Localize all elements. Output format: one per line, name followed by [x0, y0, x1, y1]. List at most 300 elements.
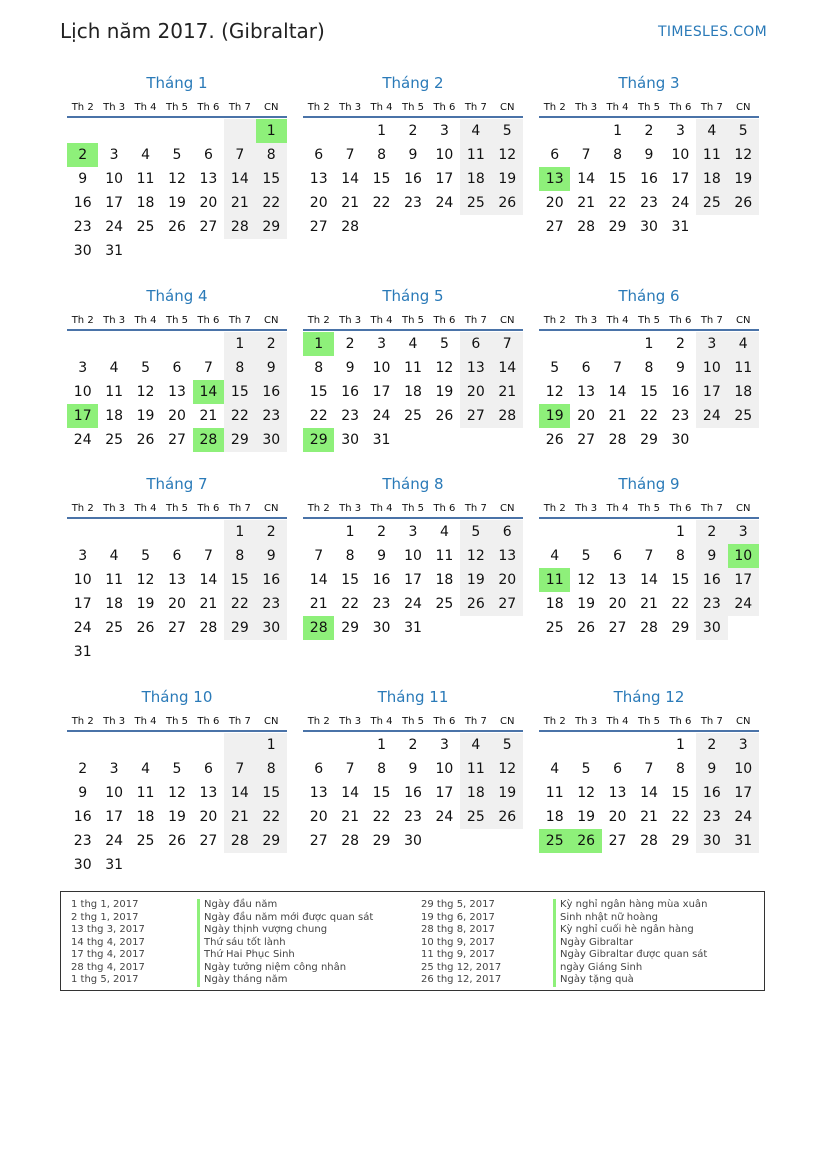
- day-cell: 5: [550, 360, 560, 376]
- weekday-label: Th 5: [637, 315, 660, 326]
- day-cell: 29: [341, 620, 360, 636]
- weekday-label: Th 5: [637, 503, 660, 514]
- day-cell: 24: [105, 219, 124, 235]
- day-cell: 12: [492, 757, 523, 781]
- empty-cell: [67, 733, 98, 757]
- day-cell: 23: [341, 408, 360, 424]
- day-cell: 16: [341, 384, 360, 400]
- day-cell: 21: [640, 809, 658, 825]
- week-row: [67, 404, 287, 428]
- day-cell: 1: [224, 520, 255, 544]
- day-cell: 20: [309, 809, 328, 825]
- month-block: [303, 73, 523, 239]
- day-cell: 7: [203, 360, 213, 376]
- day-cell: 29: [303, 428, 334, 452]
- week-row: [67, 332, 287, 356]
- weekday-label: Th 6: [197, 102, 220, 113]
- day-cell: 12: [577, 572, 596, 588]
- day-cell: 21: [224, 191, 255, 215]
- empty-cell: [98, 733, 129, 757]
- month-name: Tháng 10: [141, 688, 213, 706]
- legend-date: 14 thg 4, 2017: [71, 936, 145, 948]
- day-cell: 16: [256, 380, 287, 404]
- day-cell: 30: [73, 243, 92, 259]
- day-cell: 24: [372, 408, 391, 424]
- day-cell: 15: [671, 785, 690, 801]
- legend-date: 28 thg 4, 2017: [71, 961, 145, 973]
- weekday-label: Th 4: [370, 102, 393, 113]
- day-cell: 8: [224, 544, 255, 568]
- day-cell: 15: [608, 171, 627, 187]
- day-cell: 27: [577, 432, 596, 448]
- day-cell: 3: [439, 737, 449, 753]
- header-rule: [539, 517, 759, 519]
- day-cell: 24: [404, 596, 422, 612]
- month-name: Tháng 3: [618, 74, 680, 92]
- legend-holiday-name: ngày Giáng Sinh: [553, 962, 707, 975]
- day-cell: 27: [199, 833, 218, 849]
- weekday-label: Th 7: [228, 716, 251, 727]
- empty-cell: [570, 119, 601, 143]
- day-cell: 27: [168, 620, 186, 636]
- weekday-label: Th 3: [575, 102, 598, 113]
- day-cell: 27: [309, 219, 328, 235]
- day-cell: 17: [435, 785, 454, 801]
- weekday-label: Th 6: [433, 503, 456, 514]
- day-cell: 6: [613, 761, 623, 777]
- weekday-label: Th 2: [307, 503, 330, 514]
- day-cell: 21: [577, 195, 596, 211]
- weekday-label: Th 4: [370, 315, 393, 326]
- day-cell: 28: [341, 219, 360, 235]
- day-cell: 30: [671, 432, 690, 448]
- day-cell: 14: [577, 171, 596, 187]
- month-block: [539, 286, 759, 452]
- empty-cell: [224, 239, 255, 263]
- day-cell: 7: [644, 548, 654, 564]
- day-cell: 13: [608, 572, 627, 588]
- day-cell: 13: [608, 785, 627, 801]
- weekday-label: Th 7: [464, 503, 487, 514]
- holiday-legend: [60, 891, 765, 991]
- day-cell: 20: [199, 809, 218, 825]
- day-cell: 9: [256, 356, 287, 380]
- month-block: [303, 286, 523, 452]
- day-cell: 12: [728, 143, 759, 167]
- week-row: [539, 829, 759, 853]
- day-cell: 4: [109, 360, 119, 376]
- day-cell: 7: [224, 143, 255, 167]
- day-cell: 25: [728, 404, 759, 428]
- day-cell: 21: [341, 809, 360, 825]
- day-cell: 21: [341, 195, 360, 211]
- weekday-label: Th 4: [606, 102, 629, 113]
- day-cell: 15: [640, 384, 658, 400]
- weekday-label: Th 3: [339, 503, 362, 514]
- day-cell: 30: [696, 829, 727, 853]
- week-row: [67, 640, 287, 664]
- weekday-header: [539, 312, 759, 329]
- legend-right-dates: [421, 899, 501, 987]
- weekday-label: CN: [500, 102, 515, 113]
- day-cell: 28: [303, 616, 334, 640]
- day-cell: 11: [460, 757, 491, 781]
- day-cell: 12: [136, 572, 155, 588]
- weekday-header: [67, 713, 287, 730]
- week-row: [539, 119, 759, 143]
- day-cell: 1: [675, 524, 685, 540]
- empty-cell: [130, 640, 161, 664]
- day-cell: 18: [136, 809, 155, 825]
- month-block: [539, 73, 759, 239]
- day-cell: 4: [696, 119, 727, 143]
- day-cell: 29: [256, 829, 287, 853]
- day-cell: 23: [696, 805, 727, 829]
- week-row: [67, 428, 287, 452]
- day-cell: 3: [109, 761, 119, 777]
- day-cell: 10: [105, 785, 124, 801]
- day-cell: 12: [168, 785, 186, 801]
- weekday-label: Th 6: [433, 315, 456, 326]
- day-cell: 14: [193, 380, 224, 404]
- week-row: [303, 332, 523, 356]
- day-cell: 19: [460, 568, 491, 592]
- day-cell: 17: [404, 572, 422, 588]
- day-cell: 26: [570, 829, 601, 853]
- empty-cell: [303, 119, 334, 143]
- weekday-label: Th 5: [401, 102, 424, 113]
- day-cell: 14: [608, 384, 627, 400]
- empty-cell: [539, 119, 570, 143]
- day-cell: 26: [492, 805, 523, 829]
- day-cell: 2: [67, 143, 98, 167]
- day-cell: 13: [577, 384, 596, 400]
- weekday-header: [539, 713, 759, 730]
- day-cell: 27: [545, 219, 564, 235]
- day-cell: 5: [492, 733, 523, 757]
- weekday-label: Th 2: [71, 716, 94, 727]
- day-cell: 22: [671, 596, 690, 612]
- day-cell: 22: [224, 592, 255, 616]
- day-cell: 25: [105, 432, 124, 448]
- empty-cell: [633, 733, 664, 757]
- day-cell: 23: [404, 809, 422, 825]
- weekday-label: CN: [264, 503, 279, 514]
- day-cell: 10: [105, 171, 124, 187]
- legend-holiday-name: Kỳ nghỉ ngân hàng mùa xuân: [553, 899, 707, 912]
- weekday-label: Th 3: [575, 716, 598, 727]
- legend-holiday-name: Thứ Hai Phục Sinh: [197, 949, 373, 962]
- day-cell: 4: [439, 524, 449, 540]
- weekday-label: Th 6: [669, 503, 692, 514]
- week-row: [303, 404, 523, 428]
- legend-holiday-name: Ngày Gibraltar: [553, 937, 707, 950]
- day-cell: 19: [577, 596, 596, 612]
- day-cell: 1: [256, 119, 287, 143]
- empty-cell: [193, 640, 224, 664]
- empty-cell: [429, 616, 460, 640]
- day-cell: 22: [608, 195, 627, 211]
- day-cell: 30: [696, 616, 727, 640]
- week-row: [539, 167, 759, 191]
- weekday-label: Th 4: [606, 716, 629, 727]
- header-rule: [303, 116, 523, 118]
- legend-holiday-name: Ngày đầu năm mới được quan sát: [197, 912, 373, 925]
- empty-cell: [397, 215, 428, 239]
- day-cell: 4: [728, 332, 759, 356]
- day-cell: 18: [136, 195, 155, 211]
- day-cell: 5: [172, 761, 182, 777]
- legend-left-names: [197, 899, 373, 987]
- weekday-label: Th 5: [401, 503, 424, 514]
- week-row: [539, 191, 759, 215]
- weekday-label: Th 4: [606, 315, 629, 326]
- weekday-label: Th 6: [433, 102, 456, 113]
- month-block: [539, 474, 759, 640]
- week-row: [303, 119, 523, 143]
- empty-cell: [492, 829, 523, 853]
- empty-cell: [161, 239, 192, 263]
- day-cell: 2: [345, 336, 355, 352]
- day-cell: 16: [73, 809, 92, 825]
- day-cell: 31: [728, 829, 759, 853]
- day-cell: 7: [314, 548, 324, 564]
- day-cell: 9: [408, 147, 418, 163]
- week-row: [303, 733, 523, 757]
- weekday-label: Th 5: [401, 716, 424, 727]
- day-cell: 30: [640, 219, 658, 235]
- weekday-label: CN: [264, 102, 279, 113]
- day-cell: 16: [73, 195, 92, 211]
- empty-cell: [67, 332, 98, 356]
- day-cell: 22: [372, 809, 391, 825]
- week-row: [67, 568, 287, 592]
- day-cell: 26: [435, 408, 454, 424]
- week-row: [67, 143, 287, 167]
- day-cell: 25: [460, 191, 491, 215]
- day-cell: 9: [696, 757, 727, 781]
- day-cell: 28: [492, 404, 523, 428]
- week-row: [539, 733, 759, 757]
- day-cell: 11: [404, 360, 422, 376]
- empty-cell: [130, 733, 161, 757]
- day-cell: 10: [696, 356, 727, 380]
- week-row: [67, 520, 287, 544]
- empty-cell: [602, 332, 633, 356]
- week-row: [67, 356, 287, 380]
- weekday-label: Th 7: [700, 503, 723, 514]
- weekday-label: CN: [736, 315, 751, 326]
- day-cell: 29: [372, 833, 391, 849]
- day-cell: 8: [345, 548, 355, 564]
- empty-cell: [539, 520, 570, 544]
- weekday-label: Th 4: [134, 315, 157, 326]
- day-cell: 14: [224, 781, 255, 805]
- legend-holiday-name: Ngày tưởng niệm công nhân: [197, 962, 373, 975]
- brand-link[interactable]: TIMESLES.COM: [658, 24, 767, 40]
- empty-cell: [492, 428, 523, 452]
- empty-cell: [429, 829, 460, 853]
- empty-cell: [98, 119, 129, 143]
- day-cell: 22: [224, 404, 255, 428]
- day-cell: 7: [644, 761, 654, 777]
- day-cell: 5: [439, 336, 449, 352]
- month-block: [303, 687, 523, 853]
- day-cell: 20: [608, 596, 627, 612]
- day-cell: 6: [203, 761, 213, 777]
- day-cell: 31: [404, 620, 422, 636]
- day-cell: 6: [203, 147, 213, 163]
- empty-cell: [193, 239, 224, 263]
- day-cell: 29: [224, 616, 255, 640]
- day-cell: 6: [581, 360, 591, 376]
- day-cell: 21: [199, 596, 218, 612]
- day-cell: 2: [408, 123, 418, 139]
- day-cell: 17: [105, 809, 124, 825]
- day-cell: 23: [640, 195, 658, 211]
- week-row: [303, 356, 523, 380]
- day-cell: 29: [671, 833, 690, 849]
- day-cell: 2: [377, 524, 387, 540]
- empty-cell: [303, 520, 334, 544]
- day-cell: 17: [728, 568, 759, 592]
- day-cell: 13: [168, 384, 186, 400]
- weekday-header: [303, 713, 523, 730]
- day-cell: 21: [608, 408, 627, 424]
- day-cell: 23: [256, 404, 287, 428]
- day-cell: 27: [199, 219, 218, 235]
- weekday-label: CN: [500, 716, 515, 727]
- weekday-label: Th 5: [165, 315, 188, 326]
- day-cell: 20: [545, 195, 564, 211]
- weekday-label: Th 6: [433, 716, 456, 727]
- day-cell: 25: [696, 191, 727, 215]
- day-cell: 22: [640, 408, 658, 424]
- legend-date: 26 thg 12, 2017: [421, 974, 502, 985]
- empty-cell: [130, 520, 161, 544]
- empty-cell: [161, 733, 192, 757]
- day-cell: 27: [608, 620, 627, 636]
- day-cell: 16: [256, 568, 287, 592]
- empty-cell: [161, 520, 192, 544]
- day-cell: 13: [460, 356, 491, 380]
- day-cell: 5: [581, 761, 591, 777]
- day-cell: 11: [105, 384, 124, 400]
- weekday-label: Th 2: [71, 315, 94, 326]
- week-row: [303, 544, 523, 568]
- empty-cell: [303, 733, 334, 757]
- day-cell: 15: [372, 171, 391, 187]
- day-cell: 24: [73, 620, 92, 636]
- day-cell: 1: [224, 332, 255, 356]
- day-cell: 17: [67, 404, 98, 428]
- day-cell: 7: [345, 761, 355, 777]
- day-cell: 7: [492, 332, 523, 356]
- day-cell: 9: [644, 147, 654, 163]
- month-name: Tháng 6: [618, 287, 680, 305]
- day-cell: 8: [256, 757, 287, 781]
- empty-cell: [256, 239, 287, 263]
- empty-cell: [224, 640, 255, 664]
- day-cell: 17: [435, 171, 454, 187]
- empty-cell: [602, 733, 633, 757]
- weekday-label: Th 5: [637, 716, 660, 727]
- legend-date: 19 thg 6, 2017: [421, 911, 495, 923]
- empty-cell: [728, 428, 759, 452]
- weekday-label: Th 2: [71, 102, 94, 113]
- empty-cell: [334, 119, 365, 143]
- day-cell: 3: [439, 123, 449, 139]
- day-cell: 17: [696, 380, 727, 404]
- day-cell: 14: [341, 171, 360, 187]
- week-row: [67, 829, 287, 853]
- day-cell: 27: [608, 833, 627, 849]
- day-cell: 13: [309, 171, 328, 187]
- week-row: [539, 592, 759, 616]
- empty-cell: [193, 520, 224, 544]
- day-cell: 18: [696, 167, 727, 191]
- empty-cell: [460, 428, 491, 452]
- day-cell: 25: [435, 596, 454, 612]
- day-cell: 8: [613, 147, 623, 163]
- day-cell: 28: [577, 219, 596, 235]
- day-cell: 11: [539, 568, 570, 592]
- week-row: [303, 757, 523, 781]
- day-cell: 30: [256, 616, 287, 640]
- day-cell: 17: [728, 781, 759, 805]
- day-cell: 18: [404, 384, 422, 400]
- week-row: [539, 404, 759, 428]
- month-block: [303, 474, 523, 640]
- day-cell: 26: [168, 219, 186, 235]
- day-cell: 3: [78, 548, 88, 564]
- day-cell: 15: [671, 572, 690, 588]
- day-cell: 9: [78, 785, 88, 801]
- week-row: [67, 781, 287, 805]
- day-cell: 13: [168, 572, 186, 588]
- legend-holiday-name: Ngày tháng năm: [197, 974, 373, 987]
- day-cell: 3: [78, 360, 88, 376]
- day-cell: 19: [539, 404, 570, 428]
- day-cell: 16: [372, 572, 391, 588]
- day-cell: 8: [675, 548, 685, 564]
- week-row: [539, 520, 759, 544]
- week-row: [67, 616, 287, 640]
- day-cell: 14: [492, 356, 523, 380]
- week-row: [67, 733, 287, 757]
- weekday-label: Th 2: [71, 503, 94, 514]
- day-cell: 23: [73, 219, 92, 235]
- weekday-label: CN: [736, 102, 751, 113]
- day-cell: 8: [377, 147, 387, 163]
- day-cell: 14: [640, 785, 658, 801]
- day-cell: 1: [644, 336, 654, 352]
- week-row: [539, 332, 759, 356]
- day-cell: 1: [377, 123, 387, 139]
- empty-cell: [334, 733, 365, 757]
- day-cell: 24: [73, 432, 92, 448]
- header-rule: [303, 730, 523, 732]
- header-rule: [539, 329, 759, 331]
- day-cell: 10: [435, 147, 454, 163]
- day-cell: 7: [613, 360, 623, 376]
- day-cell: 4: [408, 336, 418, 352]
- empty-cell: [539, 332, 570, 356]
- empty-cell: [256, 853, 287, 877]
- day-cell: 6: [460, 332, 491, 356]
- day-cell: 4: [460, 733, 491, 757]
- day-cell: 12: [168, 171, 186, 187]
